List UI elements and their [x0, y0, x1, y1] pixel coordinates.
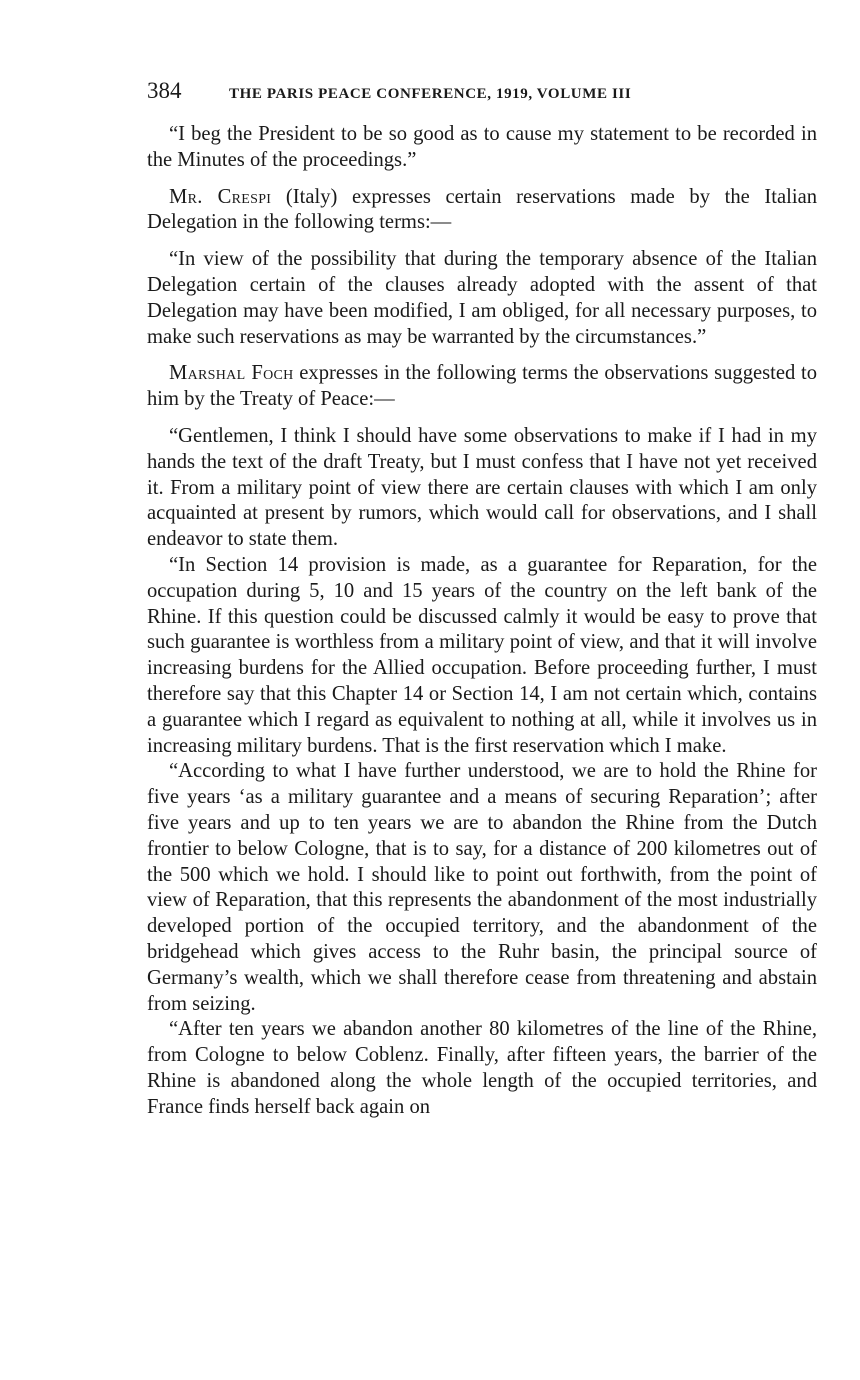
paragraph-6 [147, 553, 817, 759]
paragraph-text: (Italy) expresses certain reservations made by the Italian Delegation in the following terms:— [147, 185, 818, 234]
paragraph-7 [147, 759, 817, 1017]
paragraph-text: “After ten years we abandon another 80 kilometres of the line of the Rhine, from Cologne to below Coblenz. Finally, after fifteen years, the barrier of the Rhine is abandoned along the whole length of the occupied territories, and France finds herself back again on [147, 1018, 817, 1118]
paragraph-4 [147, 361, 817, 413]
running-header [147, 78, 817, 112]
page-number: 384 [147, 78, 182, 103]
paragraph-2 [147, 185, 817, 237]
paragraph-text: “According to what I have further understood, we are to hold the Rhine for five years ‘as a military guarantee and a means of securing Reparation’; after five years and up to ten years we are to abandon the Rhine from the Dutch frontier to below Cologne, that is to say, for a distance of 200 kilometres out of the 500 which we hold. I should like to point out forthwith, from the point of view of Reparation, that this represents the abandonment of the most industrially developed portion of the occupied territory, and the abandonment of the bridgehead which gives access to the Ruhr basin, the principal source of Germany’s wealth, which we shall therefore cease from threatening and abstain from seizing. [147, 760, 817, 1015]
speaker-name: Marshal Foch [169, 362, 294, 385]
body-text [147, 122, 817, 1120]
speaker-name: Mr. Crespi [169, 185, 272, 208]
paragraph-8 [147, 1017, 817, 1120]
paragraph-1 [147, 122, 817, 174]
paragraph-text: “In Section 14 provision is made, as a guarantee for Reparation, for the occupation during 5, 10 and 15 years of the country on the left bank of the Rhine. If this question could be discussed calmly it would be easy to prove that such guarantee is worthless from a military point of view, and that it will involve increasing burdens for the Allied occupation. Before proceeding further, I must therefore say that this Chapter 14 or Section 14, I am not certain which, contains a guarantee which I regard as equivalent to nothing at all, while it involves us in increasing military burdens. That is the first reservation which I make. [147, 553, 817, 757]
paragraph-text: “I beg the President to be so good as to cause my statement to be recorded in the Minutes of the proceedings.” [147, 123, 817, 171]
paragraph-text: expresses in the following terms the observations suggested to him by the Treaty of Peace:— [147, 362, 817, 411]
paragraph-3 [147, 247, 817, 350]
document-page [147, 78, 817, 1120]
paragraph-text: “Gentlemen, I think I should have some observations to make if I had in my hands the text of the draft Treaty, but I must confess that I have not yet received it. From a military point of view there are certain clauses with which I am only acquainted at present by rumors, which would call for observations, and I shall endeavor to state them. [147, 424, 817, 551]
paragraph-5 [147, 424, 817, 553]
paragraph-text: “In view of the possibility that during the temporary absence of the Italian Delegation certain of the clauses already adopted with the assent of that Delegation may have been modified, I am obliged, for all necessary purposes, to make such reservations as may be warranted by the circumstances.” [147, 248, 817, 348]
running-title: THE PARIS PEACE CONFERENCE, 1919, VOLUME III [229, 86, 632, 102]
